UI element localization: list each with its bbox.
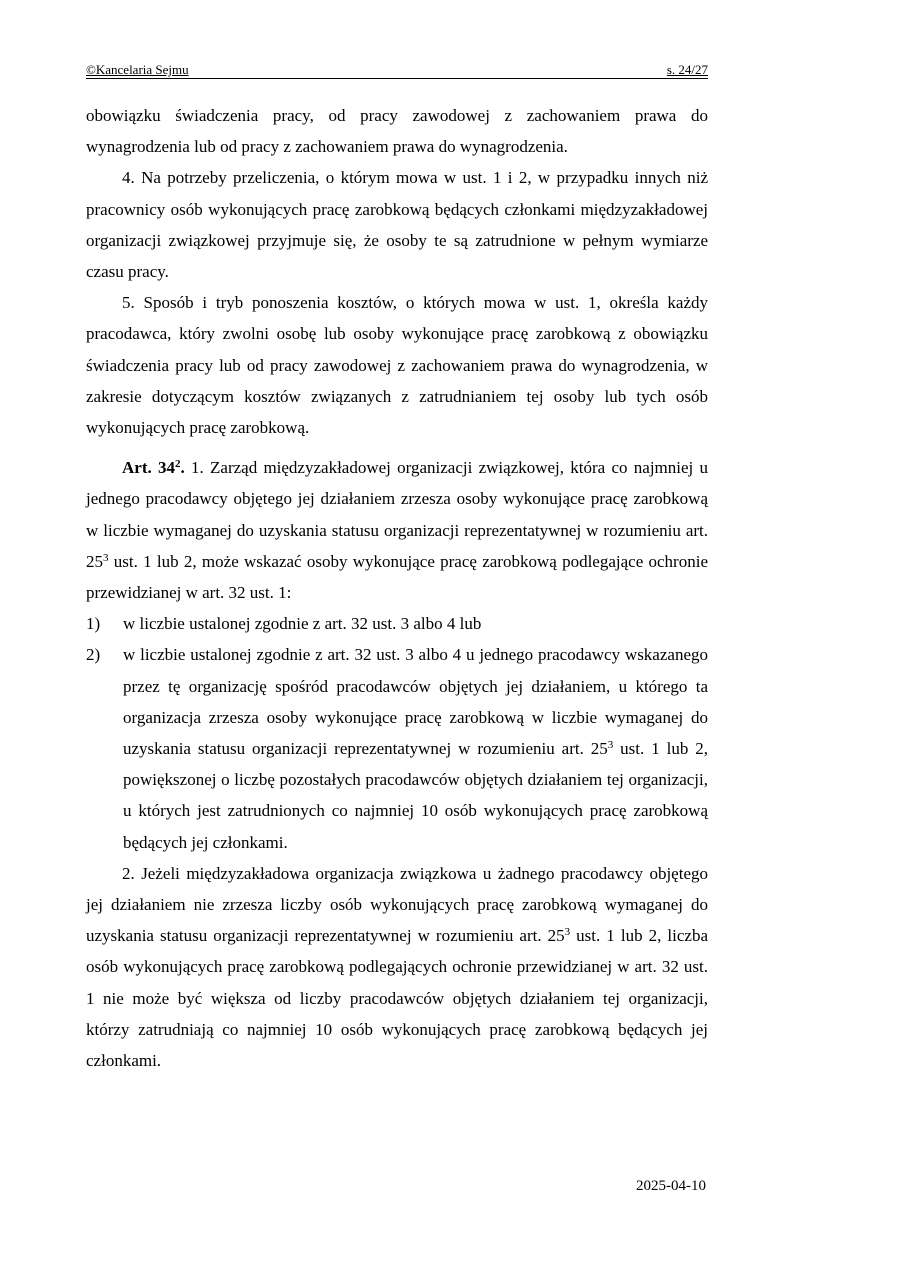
document-body [86,100,708,1076]
article-34-2-ust-1: Art. $34^2$. 1. Zarząd międzyzakładowej organizacji związkowej, która co najmniej u jednego pracodawcy objętego jej działaniem zrzesza osoby wykonujące pracę zarobkową w liczbie wymaganej do uzyskania statusu organizacji reprezentatywnej w rozumieniu art. $25^3$ ust. 1 lub 2, może wskazać osoby wykonujące pracę zarobkową podlegające ochronie przewidzianej w art. 32 ust. 1: [86,458,709,603]
page-header [86,63,708,79]
paragraph-continuation: obowiązku świadczenia pracy, od pracy zawodowej z zachowaniem prawa do wynagrodzenia lub od pracy z zachowaniem prawa do wynagrodzenia. [86,106,708,157]
document-date: 2025-04-10 [636,1178,706,1194]
article-34-2-ust-2: 2. Jeżeli międzyzakładowa organizacja związkowa u żadnego pracodawcy objętego jej działaniem nie zrzesza liczby osób wykonujących pracę zarobkową wymaganej do uzyskania statusu organizacji reprezentatywnej w rozumieniu art. $25^3$ ust. 1 lub 2, liczba osób wykonujących pracę zarobkową podlegających ochronie przewidzianej w art. 32 ust. 1 nie może być większa od liczby pracodawców objętych działaniem tej organizacji, którzy zatrudniają co najmniej 10 osób wykonujących pracę zarobkową będących jej członkami. [86,863,708,1071]
publisher-label: ©Kancelaria Sejmu [86,62,189,77]
paragraph-ust-5: 5. Sposób i tryb ponoszenia kosztów, o których mowa w ust. 1, określa każdy pracodawca, który zwolni osobę lub osoby wykonujące pracę zarobkową z obowiązku świadczenia pracy lub od pracy zawodowej z zachowaniem prawa do wynagrodzenia, w zakresie dotyczącym kosztów związanych z zatrudnianiem tej osoby lub tych osób wykonujących pracę zarobkową. [86,293,708,438]
point-number: 2) [86,645,101,665]
paragraph-ust-4: 4. Na potrzeby przeliczenia, o którym mowa w ust. 1 i 2, w przypadku innych niż pracownicy osób wykonujących pracę zarobkową będących członkami międzyzakładowej organizacji związkowej przyjmuje się, że osoby te są zatrudnione w pełnym wymiarze czasu pracy. [86,168,708,282]
list-item-point-1: 1) w liczbie ustalonej zgodnie z art. 32 ust. 3 albo 4 lub [86,608,708,639]
article-label: Art. $34^2$. [122,458,185,478]
point-number: 1) [86,614,101,634]
page-number: s. 24/27 [666,62,708,77]
list-item-point-2: 2) w liczbie ustalonej zgodnie z art. 32 ust. 3 albo 4 u jednego pracodawcy wskazanego przez tę organizację spośród pracodawców objętych jej działaniem, u którego ta organizacja zrzesza osoby wykonujące pracę zarobkową w liczbie wymaganej do uzyskania statusu organizacji reprezentatywnej w rozumieniu art. $25^3$ ust. 1 lub 2, powiększonej o liczbę pozostałych pracodawców objętych działaniem tej organizacji, u których jest zatrudnionych co najmniej 10 osób wykonujących pracę zarobkową będących jej członkami. [86,639,708,857]
